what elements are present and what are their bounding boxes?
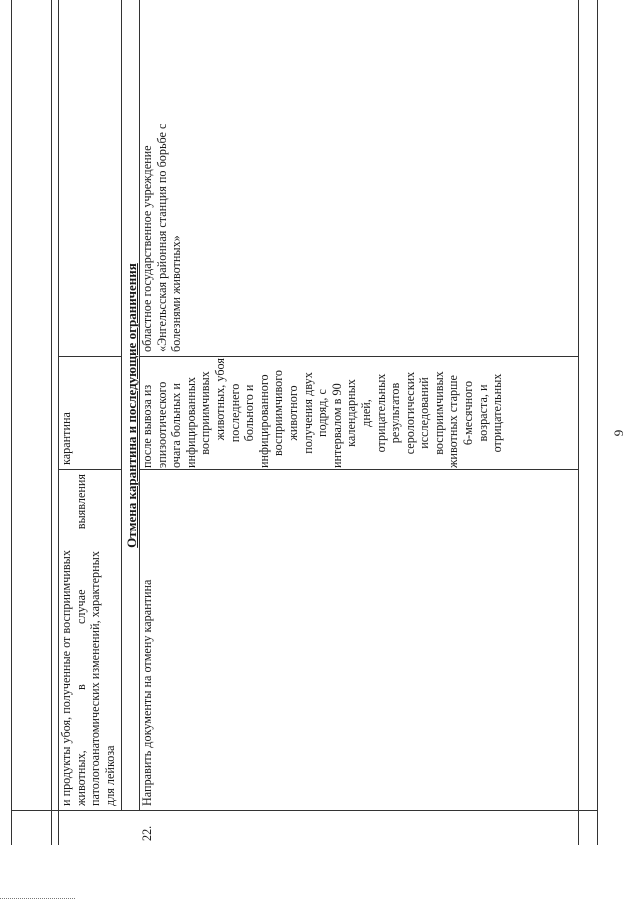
text-line: патологоанатомических изменений, характерных — [88, 551, 103, 806]
responsible-cell — [140, 0, 184, 352]
table-rule — [121, 0, 122, 811]
term-cell — [140, 358, 505, 468]
continued-row-term — [59, 361, 74, 465]
text-line: 6-месячного — [461, 380, 476, 446]
continued-row-text — [59, 474, 117, 806]
table-rule — [597, 0, 598, 845]
table-rule — [578, 0, 579, 845]
text-line: «Энгельсская районная станция по борьбе с — [154, 123, 169, 352]
text-line: и продукты убоя, полученные от восприимчивых — [59, 550, 73, 806]
text-line: восприимчивых — [431, 371, 446, 455]
text-line: восприимчивых — [198, 371, 213, 455]
text-line: дней, — [358, 399, 373, 427]
text-line: инфицированного — [256, 374, 271, 468]
row-number: 22. — [140, 825, 154, 841]
text-line: получения двух — [300, 372, 315, 454]
text-line: возраста, и — [475, 384, 490, 442]
text-line: животных, убоя — [212, 358, 227, 441]
text-line: последнего — [227, 383, 242, 443]
table-rule — [51, 0, 52, 845]
table-rule — [139, 469, 578, 470]
text-line: после вывоза из — [140, 384, 154, 468]
text-line: отрицательных — [490, 373, 505, 453]
text-line: отрицательных — [373, 373, 388, 453]
text-line: инфицированных — [183, 376, 198, 468]
table-rule — [11, 0, 12, 845]
action-cell: Направить документы на отмену карантина — [140, 579, 154, 806]
table-rule — [58, 469, 121, 470]
text-line: животного — [285, 385, 300, 441]
text-line: больного и — [242, 384, 257, 442]
text-line: интервалом в 90 — [329, 383, 344, 468]
text-line: результатов — [388, 382, 403, 444]
scan-edge-mark — [0, 898, 75, 899]
text-line: карантина — [59, 412, 73, 465]
table-rule — [139, 356, 578, 357]
text-line: животных, в случае выявления — [73, 474, 88, 806]
text-line: для лейкоза — [102, 745, 117, 806]
text-line: болезнями животных» — [169, 235, 184, 352]
page-number: 9 — [611, 429, 626, 437]
text-line: очага больных и — [169, 383, 184, 468]
text-line: серологических — [402, 371, 417, 455]
text-line: подряд, с — [315, 389, 330, 437]
text-line: исследований — [417, 377, 432, 449]
table-rule — [58, 356, 121, 357]
text-line: областное государственное учреждение — [140, 145, 154, 352]
text-line: календарных — [344, 379, 359, 447]
section-header: Отмена карантина и последующие ограничения — [124, 263, 139, 548]
text-line: восприимчивого — [271, 369, 286, 457]
table-rule — [11, 810, 597, 811]
text-line: эпизоотического — [154, 381, 169, 468]
text-line: животных старше — [446, 375, 461, 468]
